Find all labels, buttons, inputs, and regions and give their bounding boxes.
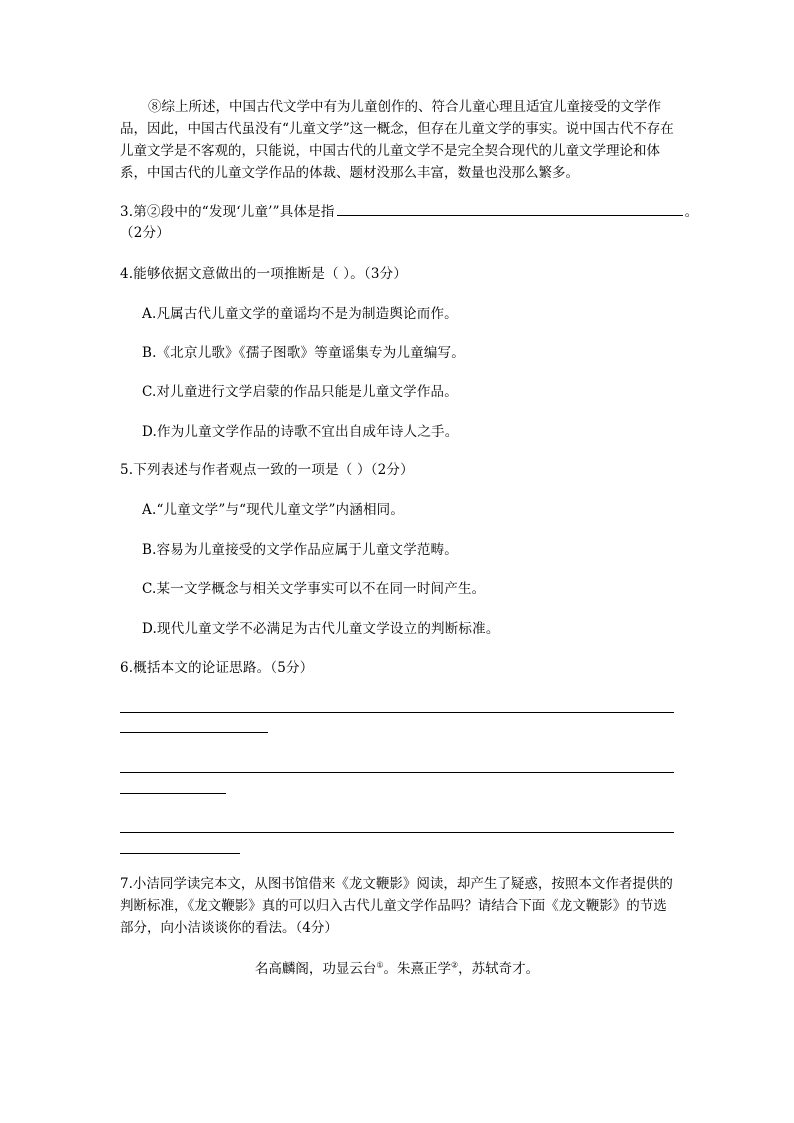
answer-blank[interactable] — [337, 201, 683, 216]
question-4-option-a: A.凡属古代儿童文学的童谣均不是为制造舆论而作。 — [142, 306, 458, 322]
question-3-score: （2分） — [120, 225, 170, 241]
question-5-option-a: A.“儿童文学”与“现代儿童文学”内涵相同。 — [142, 502, 405, 518]
question-4-option-c: C.对儿童进行文学启蒙的作品只能是儿童文学作品。 — [142, 384, 458, 400]
excerpt-part: ，苏轼奇才。 — [458, 961, 540, 977]
question-4-stem: 4.能够依据文意做出的一项推断是（ ）。（3分） — [120, 266, 408, 282]
question-5-stem: 5.下列表述与作者观点一致的一项是（ ）（2分） — [120, 462, 414, 478]
question-3 — [120, 200, 698, 220]
question-5-option-b: B.容易为儿童接受的文学作品应属于儿童文学范畴。 — [142, 542, 459, 558]
excerpt-part: 名高麟阁，功显云台 — [254, 961, 377, 977]
answer-line[interactable] — [120, 712, 674, 713]
question-5-option-c: C.某一文学概念与相关文学事实可以不在同一时间产生。 — [142, 581, 486, 597]
question-7-stem: 7.小洁同学读完本文，从图书馆借来《龙文鞭影》阅读，却产生了疑惑，按照本文作者提供的判断标准，《龙文鞭影》真的可以归入古代儿童文学作品吗？请结合下面《龙文鞭影》的节选部分，向小洁谈谈你的看法。（4分） — [120, 876, 673, 936]
question-4-option-b: B.《北京儿歌》《孺子图歌》等童谣集专为儿童编写。 — [142, 345, 465, 361]
answer-line[interactable] — [120, 832, 674, 833]
answer-line[interactable] — [120, 853, 240, 854]
excerpt-part: 。朱熹正学 — [383, 961, 451, 977]
answer-line[interactable] — [120, 772, 674, 773]
footnote-marker: ② — [451, 960, 459, 970]
footnote-marker: ① — [376, 960, 384, 970]
paragraph-8: ⑧综上所述，中国古代文学中有为儿童创作的、符合儿童心理且适宜儿童接受的文学作品，因此，中国古代虽没有“儿童文学”这一概念，但存在儿童文学的事实。说中国古代不存在儿童文学是不客观的，只能说，中国古代的儿童文学不是完全契合现代的儿童文学理论和体系，中国古代的儿童文学作品的体裁、题材没那么丰富，数量也没那么繁多。 — [120, 99, 674, 181]
answer-line[interactable] — [120, 732, 268, 733]
question-3-end: 。 — [684, 204, 699, 220]
question-4-option-d: D.作为儿童文学作品的诗歌不宜出自成年诗人之手。 — [142, 424, 459, 440]
answer-line[interactable] — [120, 793, 226, 794]
question-5-option-d: D.现代儿童文学不必满足为古代儿童文学设立的判断标准。 — [142, 621, 500, 637]
question-3-text: 3.第②段中的“发现‘儿童’”具体是指 — [120, 204, 335, 220]
question-6-stem: 6.概括本文的论证思路。（5分） — [120, 660, 314, 676]
excerpt-line — [0, 957, 794, 977]
